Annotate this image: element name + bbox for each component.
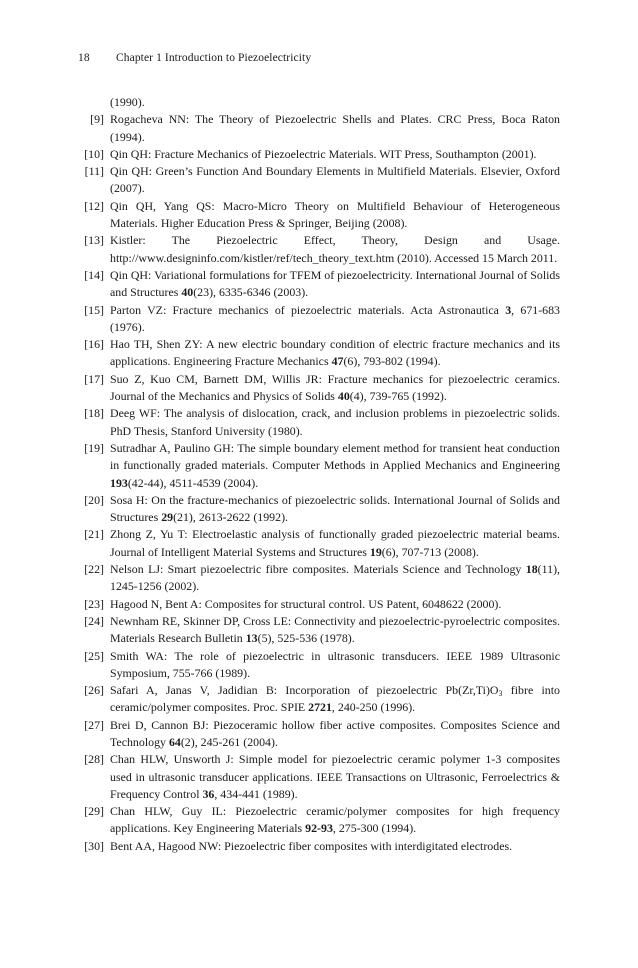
- volume-number: 3: [505, 302, 512, 317]
- reference-item: [74, 717, 560, 752]
- reference-number: [21]: [84, 527, 104, 542]
- reference-number: [16]: [84, 337, 104, 352]
- reference-number: [10]: [84, 146, 104, 161]
- reference-item: [74, 371, 560, 406]
- reference-number: [11]: [84, 164, 104, 179]
- reference-segment: Chan HLW, Unsworth J: Simple model for piezoelectric ceramic polymer 1-3 composites used in ultrasonic transducer applications. IEEE Transactions on Ultrasonic, Ferroelectrics & Frequency Control: [110, 752, 560, 801]
- reference-text: [110, 147, 537, 161]
- reference-item: [74, 751, 560, 803]
- reference-segment: Safari A, Janas V, Jadidian B: Incorporation of piezoelectric Pb(Zr,Ti)O: [110, 683, 499, 698]
- reference-segment: Newnham RE, Skinner DP, Cross LE: Connectivity and piezoelectric-pyroelectric composites. Materials Research Bulletin: [110, 613, 560, 646]
- reference-segment: (6), 707-713 (2008).: [381, 544, 479, 559]
- reference-text: [110, 562, 560, 593]
- reference-number: [9]: [90, 112, 104, 127]
- reference-segment: (11), 1245-1256 (2002).: [110, 562, 560, 594]
- reference-segment: Kistler: The Piezoelectric Effect, Theory, Design and Usage. http://www.designinfo.com/kistler/ref/tech_theory_text.htm (2010). Accessed 15 March 2011.: [110, 233, 560, 265]
- reference-text: [110, 303, 560, 334]
- reference-number: [25]: [84, 648, 104, 663]
- reference-text: [110, 199, 560, 230]
- reference-item: [74, 405, 560, 440]
- reference-segment: Zhong Z, Yu T: Electroelastic analysis of functionally graded piezoelectric material beams. Journal of Intelligent Material Systems and Structures: [110, 527, 560, 559]
- reference-number: [24]: [84, 613, 104, 628]
- reference-text: [110, 493, 560, 524]
- volume-number: 193: [110, 475, 128, 490]
- reference-segment: Nelson LJ: Smart piezoelectric fibre composites. Materials Science and Technology: [110, 562, 526, 577]
- reference-item: [74, 146, 560, 163]
- reference-text: [110, 839, 512, 853]
- reference-segment: Hagood N, Bent A: Composites for structural control. US Patent, 6048622 (2000).: [110, 596, 502, 611]
- reference-number: [28]: [84, 752, 104, 767]
- reference-continuation: [74, 94, 560, 111]
- running-title: Chapter 1 Introduction to Piezoelectricity: [116, 52, 312, 64]
- volume-number: 13: [245, 631, 258, 646]
- reference-item: [74, 803, 560, 838]
- reference-text: [110, 164, 560, 195]
- reference-text: [110, 752, 560, 801]
- volume-number: 64: [168, 734, 181, 749]
- reference-segment: Qin QH: Green’s Function And Boundary Elements in Multifield Materials. Elsevier, Oxford (2007).: [110, 164, 560, 196]
- reference-text: [110, 614, 560, 645]
- reference-text: [110, 527, 560, 558]
- reference-text: [110, 441, 560, 490]
- reference-segment: fibre into ceramic/polymer composites. Proc. SPIE: [110, 683, 560, 715]
- volume-number: 18: [525, 562, 538, 577]
- reference-text: [110, 649, 560, 680]
- reference-item: [74, 336, 560, 371]
- reference-item: [74, 492, 560, 527]
- volume-number: 40: [337, 389, 350, 404]
- reference-number: [17]: [84, 371, 104, 386]
- reference-segment: , 240-250 (1996).: [331, 700, 416, 715]
- reference-number: [12]: [84, 198, 104, 213]
- reference-number: [13]: [84, 233, 104, 248]
- reference-text: [110, 718, 560, 749]
- reference-item: [74, 838, 560, 855]
- reference-segment: Parton VZ: Fracture mechanics of piezoelectric materials. Acta Astronautica: [110, 302, 506, 317]
- volume-number: 2721: [308, 700, 332, 715]
- reference-segment: (42-44), 4511-4539 (2004).: [127, 475, 259, 490]
- reference-segment: Bent AA, Hagood NW: Piezoelectric fiber composites with interdigitated electrodes.: [110, 838, 513, 853]
- reference-text: [110, 233, 560, 264]
- reference-number: [18]: [84, 406, 104, 421]
- reference-number: [27]: [84, 717, 104, 732]
- reference-number: [26]: [84, 683, 104, 698]
- reference-segment: , 671-683 (1976).: [110, 302, 561, 334]
- formula-subscript: 3: [498, 689, 503, 699]
- reference-text: (1990).: [110, 95, 145, 109]
- reference-item: [74, 267, 560, 302]
- reference-item: [74, 440, 560, 492]
- volume-number: 29: [161, 510, 174, 525]
- reference-segment: Qin QH, Yang QS: Macro-Micro Theory on Multifield Behaviour of Heterogeneous Materials. Higher Education Press & Springer, Beijing (2008).: [110, 198, 560, 231]
- reference-number: [23]: [84, 596, 104, 611]
- reference-item: [74, 596, 560, 613]
- reference-segment: (5), 525-536 (1978).: [257, 631, 355, 646]
- reference-segment: Brei D, Cannon BJ: Piezoceramic hollow fiber active composites. Composites Science and Technology: [110, 717, 560, 749]
- reference-segment: (21), 2613-2622 (1992).: [173, 510, 289, 525]
- reference-segment: (2), 245-261 (2004).: [180, 734, 278, 749]
- reference-segment: , 434-441 (1989).: [214, 786, 298, 801]
- reference-segment: Smith WA: The role of piezoelectric in ultrasonic transducers. IEEE 1989 Ultrasonic Symposium, 755-766 (1989).: [110, 648, 560, 680]
- reference-segment: Suo Z, Kuo CM, Barnett DM, Willis JR: Fracture mechanics for piezoelectric ceramics. Journal of the Mechanics and Physics of Solids: [110, 371, 560, 404]
- reference-segment: (6), 793-802 (1994).: [343, 354, 441, 369]
- reference-text: [110, 372, 560, 403]
- reference-segment: Chan HLW, Guy IL: Piezoelectric ceramic/polymer composites for high frequency applications. Key Engineering Materials: [110, 804, 560, 836]
- reference-item: [74, 232, 560, 267]
- volume-number: 40: [181, 285, 194, 300]
- reference-segment: , 275-300 (1994).: [332, 821, 417, 836]
- reference-number: [19]: [84, 440, 104, 455]
- reference-text: [110, 268, 560, 299]
- reference-number: [30]: [84, 838, 104, 853]
- reference-text: [110, 112, 560, 143]
- reference-number: [29]: [84, 804, 104, 819]
- reference-item: [74, 613, 560, 648]
- volume-number: 92-93: [305, 821, 333, 836]
- reference-segment: Deeg WF: The analysis of dislocation, crack, and inclusion problems in piezoelectric solids. PhD Thesis, Stanford University (1980).: [110, 406, 560, 438]
- reference-segment: Sutradhar A, Paulino GH: The simple boundary element method for transient heat conduction in functionally graded materials. Computer Methods in Applied Mechanics and Engineering: [110, 440, 560, 473]
- reference-number: [15]: [84, 302, 104, 317]
- reference-item: [74, 561, 560, 596]
- page-number: 18: [78, 52, 90, 64]
- reference-segment: Rogacheva NN: The Theory of Piezoelectric Shells and Plates. CRC Press, Boca Raton (1994).: [110, 112, 560, 144]
- reference-number: [22]: [84, 562, 104, 577]
- reference-segment: Qin QH: Fracture Mechanics of Piezoelectric Materials. WIT Press, Southampton (2001).: [110, 146, 537, 161]
- volume-number: 47: [331, 354, 344, 369]
- reference-text: [110, 337, 560, 368]
- reference-segment: (23), 6335-6346 (2003).: [193, 285, 309, 300]
- reference-text: [110, 683, 560, 714]
- reference-item: [74, 526, 560, 561]
- reference-number: [14]: [84, 267, 104, 282]
- reference-text: [110, 597, 501, 611]
- reference-item: [74, 302, 560, 337]
- reference-text: [110, 406, 560, 437]
- reference-text: [110, 804, 560, 835]
- reference-item: [74, 111, 560, 146]
- reference-item: [74, 198, 560, 233]
- reference-item: [74, 163, 560, 198]
- reference-segment: Qin QH: Variational formulations for TFEM of piezoelectricity. International Journal of Solids and Structures: [110, 267, 560, 300]
- volume-number: 19: [369, 544, 382, 559]
- reference-segment: Sosa H: On the fracture-mechanics of piezoelectric solids. International Journal of Solids and Structures: [110, 492, 560, 525]
- volume-number: 36: [202, 786, 215, 801]
- reference-segment: Hao TH, Shen ZY: A new electric boundary condition of electric fracture mechanics and its applications. Engineering Fracture Mechanics: [110, 337, 560, 369]
- reference-number: [20]: [84, 492, 104, 507]
- reference-segment: (4), 739-765 (1992).: [349, 389, 447, 404]
- reference-list: [74, 94, 560, 855]
- reference-item: [74, 648, 560, 683]
- reference-item: [74, 682, 560, 717]
